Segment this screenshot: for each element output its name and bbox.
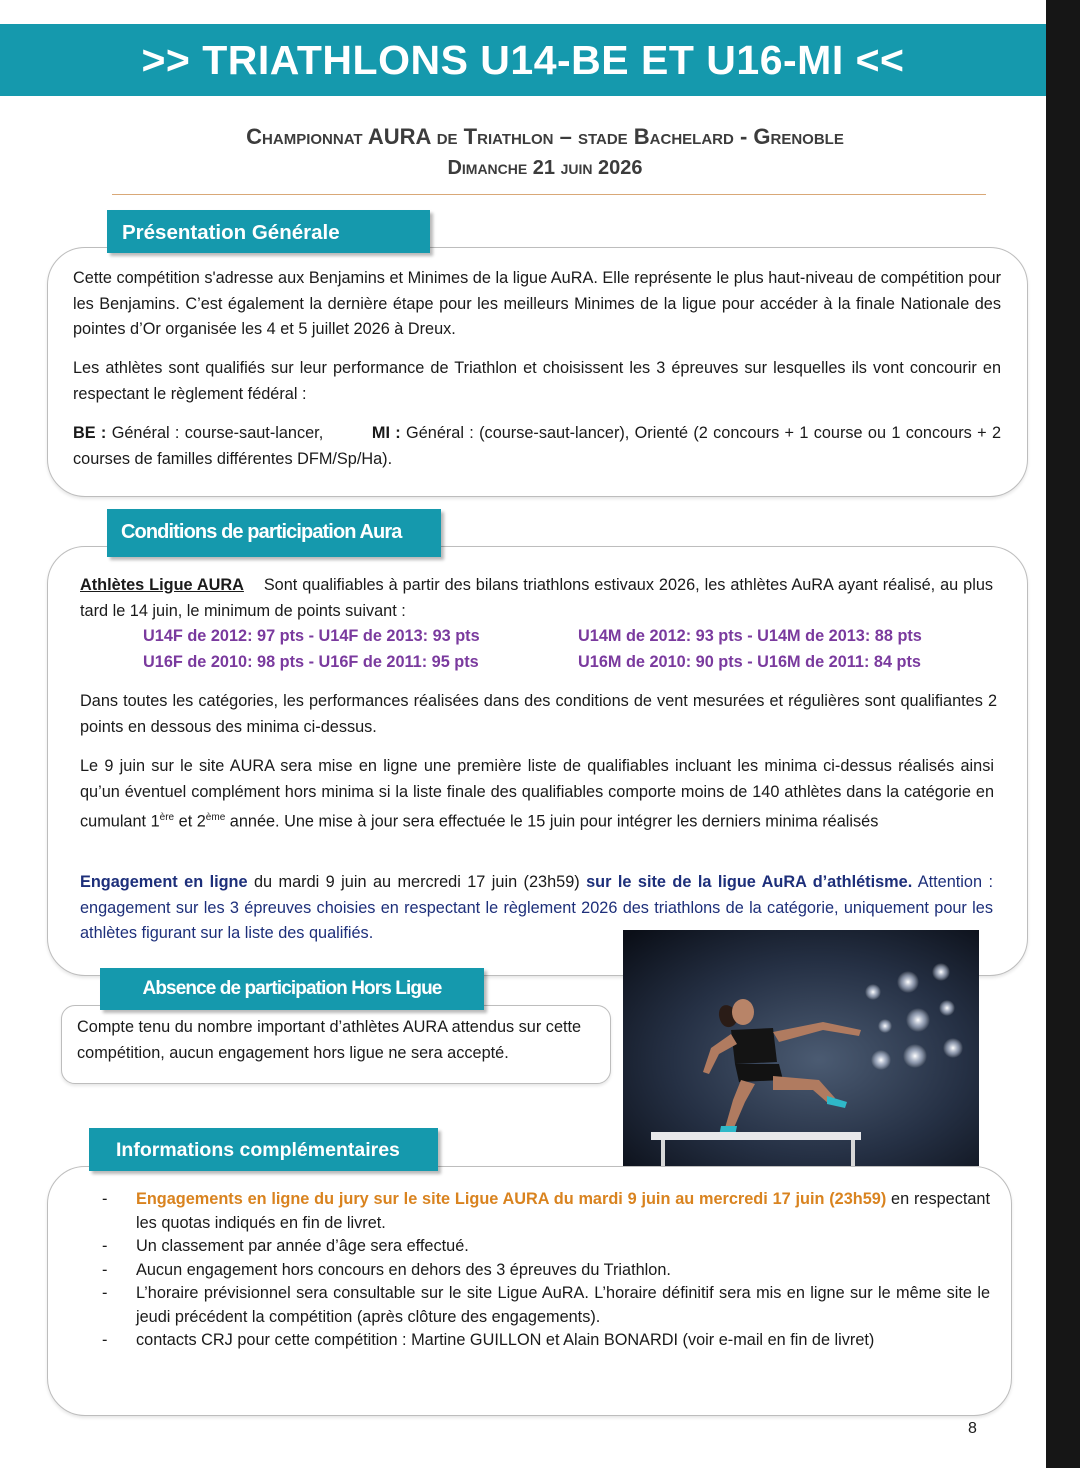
list-item: - L’horaire prévisionnel sera consultable sur le site Ligue AuRA. L’horaire définitif sera mis en ligne sur le même site le jeudi précédent la compétition (après clôture des engagements).	[100, 1282, 990, 1329]
presentation-paragraph-1: Cette compétition s'adresse aux Benjamins et Minimes de la ligue AuRA. Elle représente le plus haut-niveau de compétition pour les Benjamins. C’est également la dernière étape pour les meilleurs Minimes de la ligue pour accéder à la finale Nationale des pointes d’Or organisée les 4 et 5 juillet 2026 à Dreux.	[73, 269, 1001, 338]
athletes-ligue-label: Athlètes Ligue AURA	[80, 576, 244, 594]
photo-background	[623, 930, 979, 1166]
engagement-site: sur le site de la ligue AuRA d’athlétisme.	[586, 873, 913, 891]
section-heading-hors-ligue	[100, 968, 484, 1010]
minima-u14f: U14F de 2012: 97 pts - U14F de 2013: 93 pts	[143, 627, 480, 645]
athletes-ligue-text: Sont qualifiables à partir des bilans triathlons estivaux 2026, les athlètes AuRA ayant réalisé, au plus tard le 14 juin, le minimum de points suivant :	[80, 576, 994, 620]
be-rule: Général : course-saut-lancer,	[111, 424, 324, 442]
event-subtitle-text: Championnat AURA de Triathlon – stade Bachelard - Grenoble	[246, 124, 844, 149]
minima-u16f: U16F de 2010: 98 pts - U16F de 2011: 95 pts	[143, 653, 479, 671]
section-heading-conditions	[107, 509, 441, 557]
event-date-text: Dimanche 21 juin 2026	[447, 157, 643, 179]
page-title: >> TRIATHLONS U14-BE ET U16-MI <<	[0, 24, 1046, 96]
sup-first: ère	[159, 812, 175, 823]
mi-label: MI :	[371, 424, 401, 442]
section-heading-presentation	[107, 210, 430, 253]
section-heading-infos	[89, 1128, 438, 1171]
engagement-dates: du mardi 9 juin au mercredi 17 juin (23h59)	[247, 873, 587, 891]
hors-ligue-text: Compte tenu du nombre important d’athlètes AURA attendus sur cette compétition, aucun engagement hors ligue ne sera accepté.	[77, 1018, 582, 1062]
sup-second: ème	[205, 812, 226, 823]
list-text-c: année. Une mise à jour sera effectuée le 15 juin pour intégrer les derniers minima réalisés	[225, 812, 879, 831]
list-item	[100, 1188, 990, 1235]
engagement-attention: Attention : engagement sur les 3 épreuves choisies en respectant le règlement 2026 des triathlons de la catégorie, uniquement pour les athlètes figurant sur la liste des qualifiés.	[80, 873, 993, 942]
event-date	[0, 157, 1080, 180]
be-label: BE :	[73, 424, 107, 442]
section-heading-hors-ligue-label: Absence de participation Hors Ligue	[142, 978, 442, 999]
conditions-intro	[80, 573, 993, 624]
conditions-list-paragraph	[80, 754, 994, 835]
minima-u14m: U14M de 2012: 93 pts - U14M de 2013: 88 pts	[578, 627, 922, 645]
list-item: - Aucun engagement hors concours en dehors des 3 épreuves du Triathlon.	[100, 1259, 990, 1283]
list-item: - Un classement par année d’âge sera effectué.	[100, 1235, 990, 1259]
page-number: 8	[968, 1420, 977, 1437]
jury-engagement-rest: en respectant les quotas indiqués en fin de livret.	[136, 1190, 990, 1232]
minima-u16m: U16M de 2010: 90 pts - U16M de 2011: 84 pts	[578, 653, 921, 671]
presentation-rules	[73, 421, 1001, 472]
list-text-b: et 2	[174, 812, 206, 831]
engagement-label: Engagement en ligne	[80, 873, 248, 891]
hurdler-photo	[623, 930, 979, 1166]
header-divider	[112, 194, 986, 195]
presentation-paragraph-2: Les athlètes sont qualifiés sur leur performance de Triathlon et choisissent les 3 épreuves sur lesquelles ils vont concourir en respectant le règlement fédéral :	[73, 359, 1001, 403]
event-subtitle	[0, 124, 1080, 150]
infos-list	[100, 1188, 990, 1353]
list-text-a: Le 9 juin sur le site AURA sera mise en ligne une première liste de qualifiables incluant les minima ci-dessus réalisés ainsi qu’un éventuel complément hors minima si la liste finale des qualifiables comporte moins de 140 athlètes dans la catégorie en cumulant 1	[80, 757, 994, 831]
section-heading-presentation-label: Présentation Générale	[122, 221, 340, 244]
jury-engagement-highlight: Engagements en ligne du jury sur le site Ligue AURA du mardi 9 juin au mercredi 17 juin (23h59)	[136, 1190, 887, 1208]
conditions-wind-paragraph: Dans toutes les catégories, les performances réalisées dans des conditions de vent mesurées et régulières sont qualifiantes 2 points en dessous des minima ci-dessus.	[80, 692, 997, 736]
mi-rule: Général : (course-saut-lancer), Orienté (2 concours + 1 course ou 1 concours + 2 courses de familles différentes DFM/Sp/Ha).	[73, 424, 1001, 468]
section-heading-infos-label: Informations complémentaires	[116, 1139, 400, 1161]
page-edge-strip	[1046, 0, 1080, 1468]
section-heading-conditions-label: Conditions de participation Aura	[121, 521, 402, 543]
list-item: - contacts CRJ pour cette compétition : Martine GUILLON et Alain BONARDI (voir e-mail en fin de livret)	[100, 1329, 990, 1353]
